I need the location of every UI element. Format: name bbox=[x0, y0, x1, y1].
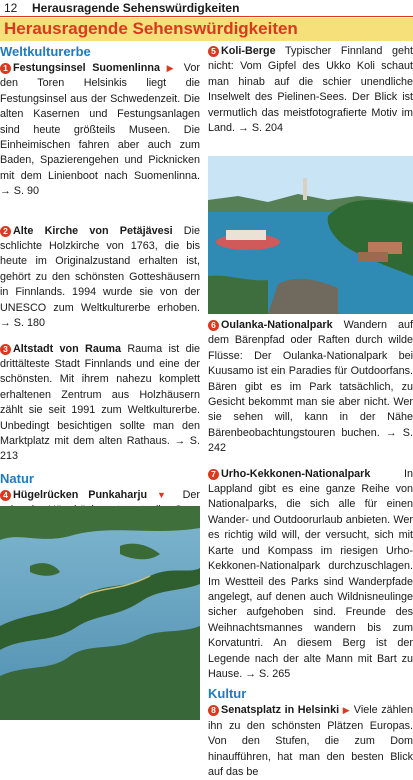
entry-number: 6 bbox=[208, 320, 219, 331]
shore-left bbox=[208, 276, 268, 314]
right-column-top bbox=[208, 44, 413, 136]
right-column-bottom bbox=[208, 318, 413, 780]
entry-text: Vor den Toren Helsinkis liegt die Festungsinsel aus der Schwedenzeit. Die alten Kasernen und Festungsanlagen sind heute größteils Museen. Die Einheimischen fahren aber auch zum Baden, Spazierengehen und Picknicken mit dem Linienboot nach Suomenlinna. → S. 90 bbox=[0, 62, 200, 198]
entry-rauma bbox=[0, 342, 200, 465]
entry-suomenlinna bbox=[0, 61, 200, 200]
photo-arrow-icon: ▶ bbox=[342, 705, 351, 716]
entry-number: 7 bbox=[208, 469, 219, 480]
running-section-title: Herausragende Sehenswürdigkeiten bbox=[32, 1, 240, 15]
entry-petajavesi bbox=[0, 224, 200, 332]
boat-cabin bbox=[226, 230, 266, 240]
entry-oulanka bbox=[208, 318, 413, 457]
entry-text: Der bbox=[182, 488, 200, 501]
entry-senatsplatz bbox=[208, 703, 413, 780]
running-header bbox=[0, 0, 413, 17]
lighthouse bbox=[303, 178, 307, 200]
photo-suomenlinna bbox=[208, 156, 413, 314]
entry-text: Viele zählen ihn zu den schönsten Plätzen Europas. Von den Stufen, die zum Dom hinaufführen, hat man den besten Blick auf das be bbox=[208, 704, 413, 778]
page-title: Herausragende Sehenswürdigkeiten bbox=[4, 19, 298, 38]
entry-text: Typischer Finnland geht nicht: Vom Gipfel des Ukko Koli schaut man hinab auf die schier unendliche Inselwelt des Pielinen-Sees. Der Blick ist vermutlich das meistfotografierte Motiv im Land. → S. 204 bbox=[208, 45, 413, 135]
entry-text: Rauma ist die drittälteste Stadt Finnlands und eine der schönsten. Mit ihrem nahezu komplett erhaltenen Zentrum aus Holzhäusern zählt sie seit 1991 zum Weltkulturerbe. Unbedingt besichtigen sollte man den Marktplatz mit dem alten Rathaus. → S. 213 bbox=[0, 342, 200, 463]
category-heading: Weltkulturerbe bbox=[0, 44, 91, 59]
entry-number: 8 bbox=[208, 705, 219, 716]
entry-number: 4 bbox=[0, 490, 11, 501]
entry-text: Wandern auf dem Bärenpfad oder Raften durch wilde Flüsse: Der Oulanka-Nationalpark bei Kuusamo ist ein Paradies für Outdoorfans. Bären gibt es im Park tatsächlich, zu Gesicht bekommt man sie aber nicht. Wer sie sehen will, kann in der Nähe Bärenbeobachtungstouren buchen. → S. 242 bbox=[208, 319, 413, 455]
entry-name: Urho-Kekkonen-Nationalpark bbox=[221, 467, 371, 480]
photo-arrow-icon: ▼ bbox=[156, 489, 173, 500]
entry-urho-kekkonen bbox=[208, 467, 413, 683]
entry-name: Koli-Berge bbox=[221, 45, 276, 57]
page-number: 12 bbox=[4, 1, 18, 15]
entry-text: In Lappland gibt es eine ganze Reihe von Nationalparks, die sich alle für einen Wander- und Outdoorurlaub anbieten. Wer es richtig wild will, der versucht, sich mit Karte und Kompass im riesigen Urho-Kekkonen-Nationalpark durchzuschlagen. Im Westteil des Parks sind Wanderpfade angelegt, auf denen auch Wildnisneulinge sicher aufgehoben sind. Freunde des Weihnachtsmannes wandern bis zum Korvatuntri. An diesem Berg ist der Legende nach der alte Mann mit Bart zu Hause. → S. 265 bbox=[208, 467, 413, 680]
entry-number: 2 bbox=[0, 226, 11, 237]
entry-name: Altstadt von Rauma bbox=[13, 342, 122, 355]
entry-name: Festungsinsel Suomenlinna bbox=[13, 62, 160, 74]
entry-name: Senatsplatz in Helsinki bbox=[221, 704, 340, 717]
title-band bbox=[0, 18, 413, 41]
entry-name: Alte Kirche von Petäjävesi bbox=[13, 224, 173, 237]
entry-number: 3 bbox=[0, 344, 11, 355]
photo-arrow-icon: ▶ bbox=[166, 63, 178, 73]
category-heading: Kultur bbox=[208, 686, 247, 702]
entry-koli bbox=[208, 44, 413, 136]
entry-number: 5 bbox=[208, 46, 219, 57]
photo-punkaharju bbox=[0, 506, 200, 720]
category-heading: Natur bbox=[0, 470, 34, 486]
entry-number: 1 bbox=[0, 63, 11, 74]
entry-text: Die schlichte Holzkirche von 1763, die bis heute im Originalzustand erhalten ist, gehört zu den schönsten Gotteshäusern in Finnlands. 1994 wurde sie von der UNESCO zum Weltkulturerbe erhoben. → S. 180 bbox=[0, 224, 200, 330]
wall-building bbox=[358, 252, 388, 262]
entry-name: Oulanka-Nationalpark bbox=[221, 319, 333, 331]
entry-name: Hügelrücken Punkaharju bbox=[13, 488, 148, 501]
